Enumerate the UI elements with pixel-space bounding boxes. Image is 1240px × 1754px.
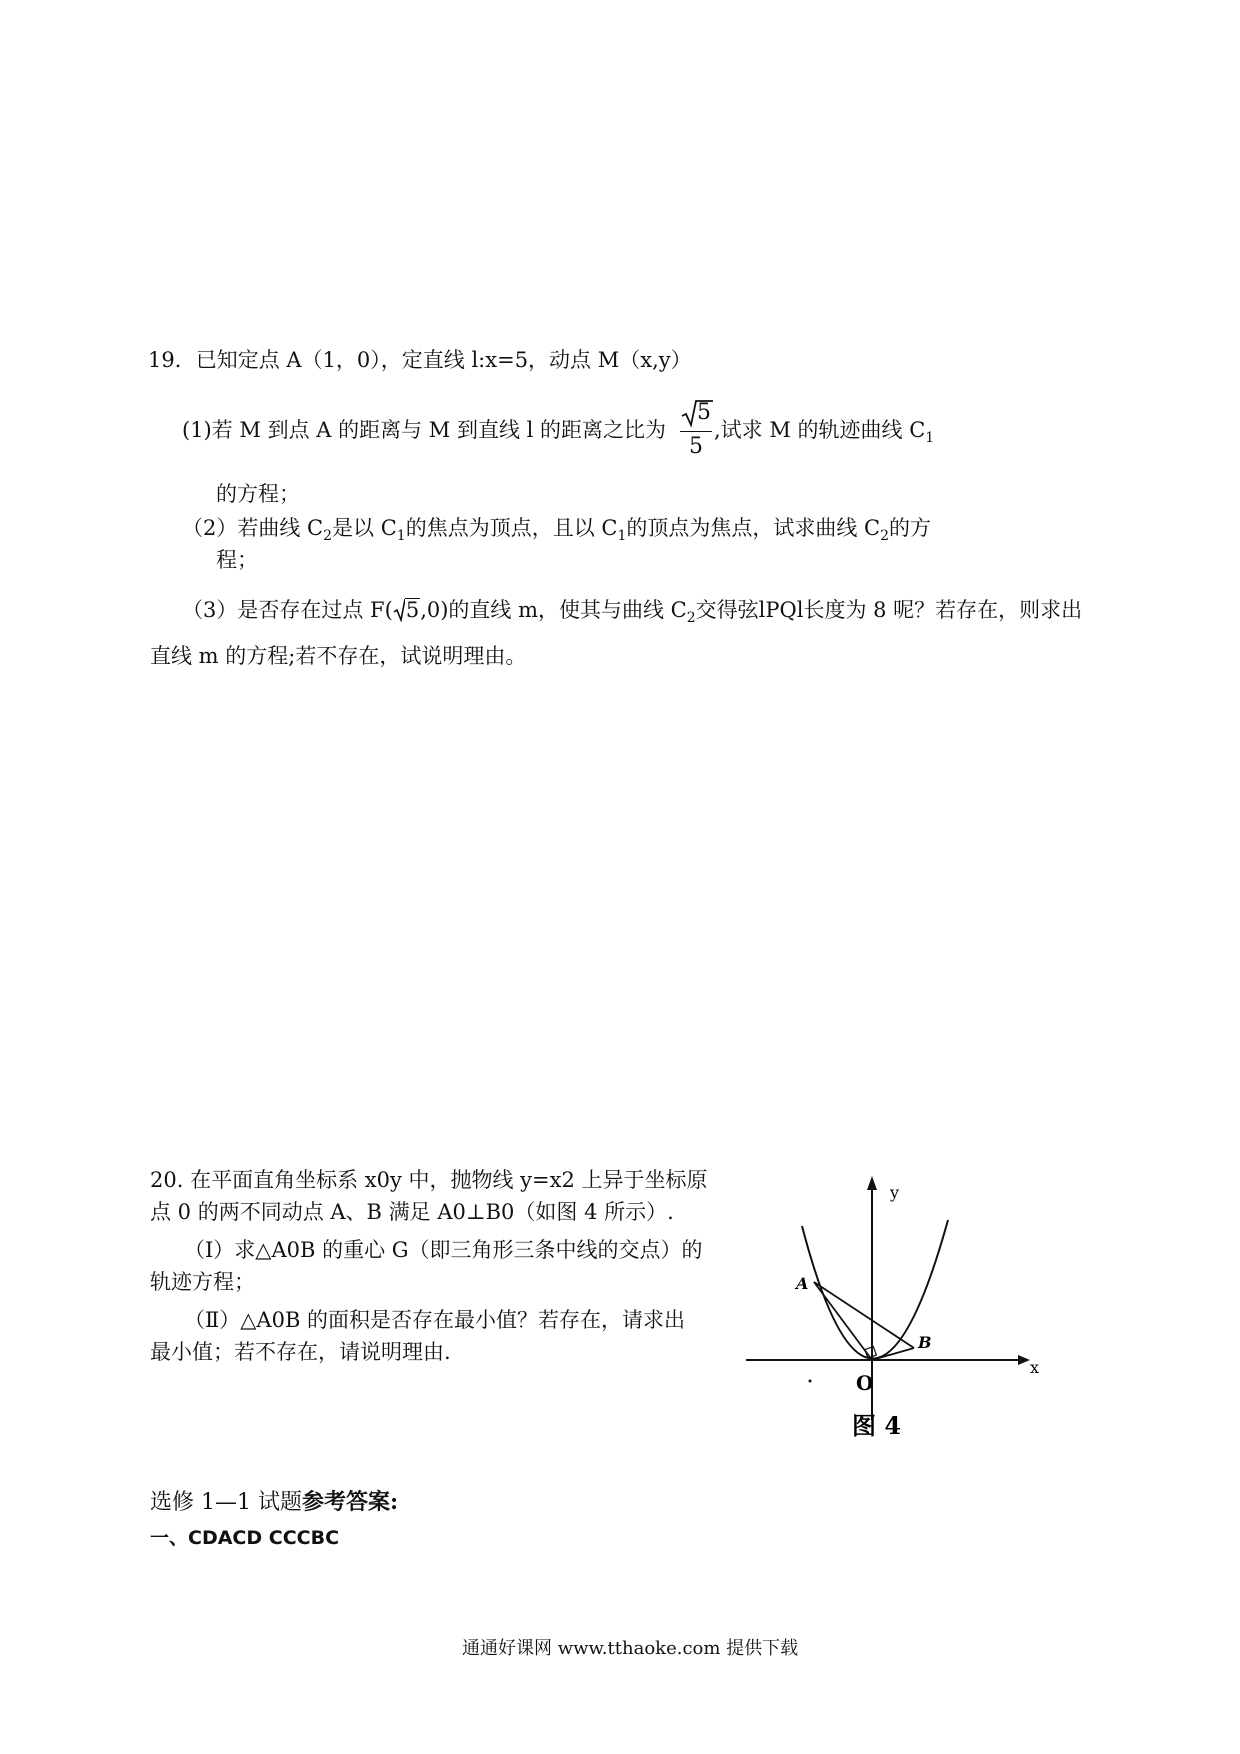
segment-ab <box>814 1282 914 1348</box>
q19-part1-cont: 的方程； <box>216 482 300 506</box>
label-b: B <box>918 1333 932 1352</box>
label-y: y <box>890 1183 900 1202</box>
fraction-denominator: 5 <box>689 434 703 459</box>
q19-part1-tail: ,试求 M 的轨迹曲线 $C_1$ <box>714 418 935 446</box>
label-a: A <box>796 1274 809 1293</box>
x-axis-arrow-icon <box>1018 1355 1030 1365</box>
segment-ao <box>814 1282 872 1360</box>
q19-part2-cont: 程； <box>216 548 258 572</box>
q20-line2: 点 0 的两不同动点 A、B 满足 A0⊥B0（如图 4 所示）. <box>150 1200 674 1224</box>
fraction-sqrt5-over-5 <box>680 398 714 464</box>
q20-line4: 轨迹方程； <box>150 1270 255 1294</box>
label-x: x <box>1030 1358 1040 1377</box>
answers-line: 一、CDACD CCCBC <box>150 1527 340 1549</box>
y-axis-arrow-icon <box>867 1176 877 1190</box>
q20-line1: 20. 在平面直角坐标系 x0y 中，抛物线 y=x2 上异于坐标原 <box>150 1168 708 1192</box>
q20-line6: 最小值；若不存在，请说明理由. <box>150 1340 451 1364</box>
sqrt-radicand: 5 <box>405 598 420 622</box>
stray-dot <box>809 1380 812 1383</box>
q20-line5: （Ⅱ）△A0B 的面积是否存在最小值？若存在，请求出 <box>184 1308 686 1332</box>
page-footer: 通通好课网 www.tthaoke.com 提供下载 <box>462 1638 799 1659</box>
q19-stem: 19．已知定点 A（1，0），定直线 l:x=5，动点 M（x,y） <box>148 348 692 372</box>
q19-part3: （3）是否存在过点 F( 5,0)的直线 m，使其与曲线 $C_2$交得弦lPQl长度为 8 呢？若存在，则求出 <box>182 598 1083 626</box>
q19-part1: (1)若 M 到点 A 的距离与 M 到直线 l 的距离之比为 <box>182 418 667 442</box>
fraction-numerator: 5 <box>697 400 711 425</box>
answers-heading: 选修 1—1 试题参考答案: <box>150 1489 399 1515</box>
figure-4-parabola <box>740 1170 1060 1440</box>
label-o: O <box>856 1371 874 1395</box>
figure-caption: 图 4 <box>852 1411 902 1440</box>
sqrt-sign-icon <box>393 598 405 622</box>
q19-part3-cont: 直线 m 的方程;若不存在，试说明理由。 <box>150 644 527 668</box>
segment-bo <box>872 1348 914 1360</box>
q19-part2: （2）若曲线 $C_2$是以 $C_1$的焦点为顶点，且以 $C_1$的顶点为焦点，试求曲线 $C_2$的方 <box>182 516 932 544</box>
q20-line3: （Ⅰ）求△A0B 的重心 G（即三角形三条中线的交点）的 <box>184 1238 703 1262</box>
